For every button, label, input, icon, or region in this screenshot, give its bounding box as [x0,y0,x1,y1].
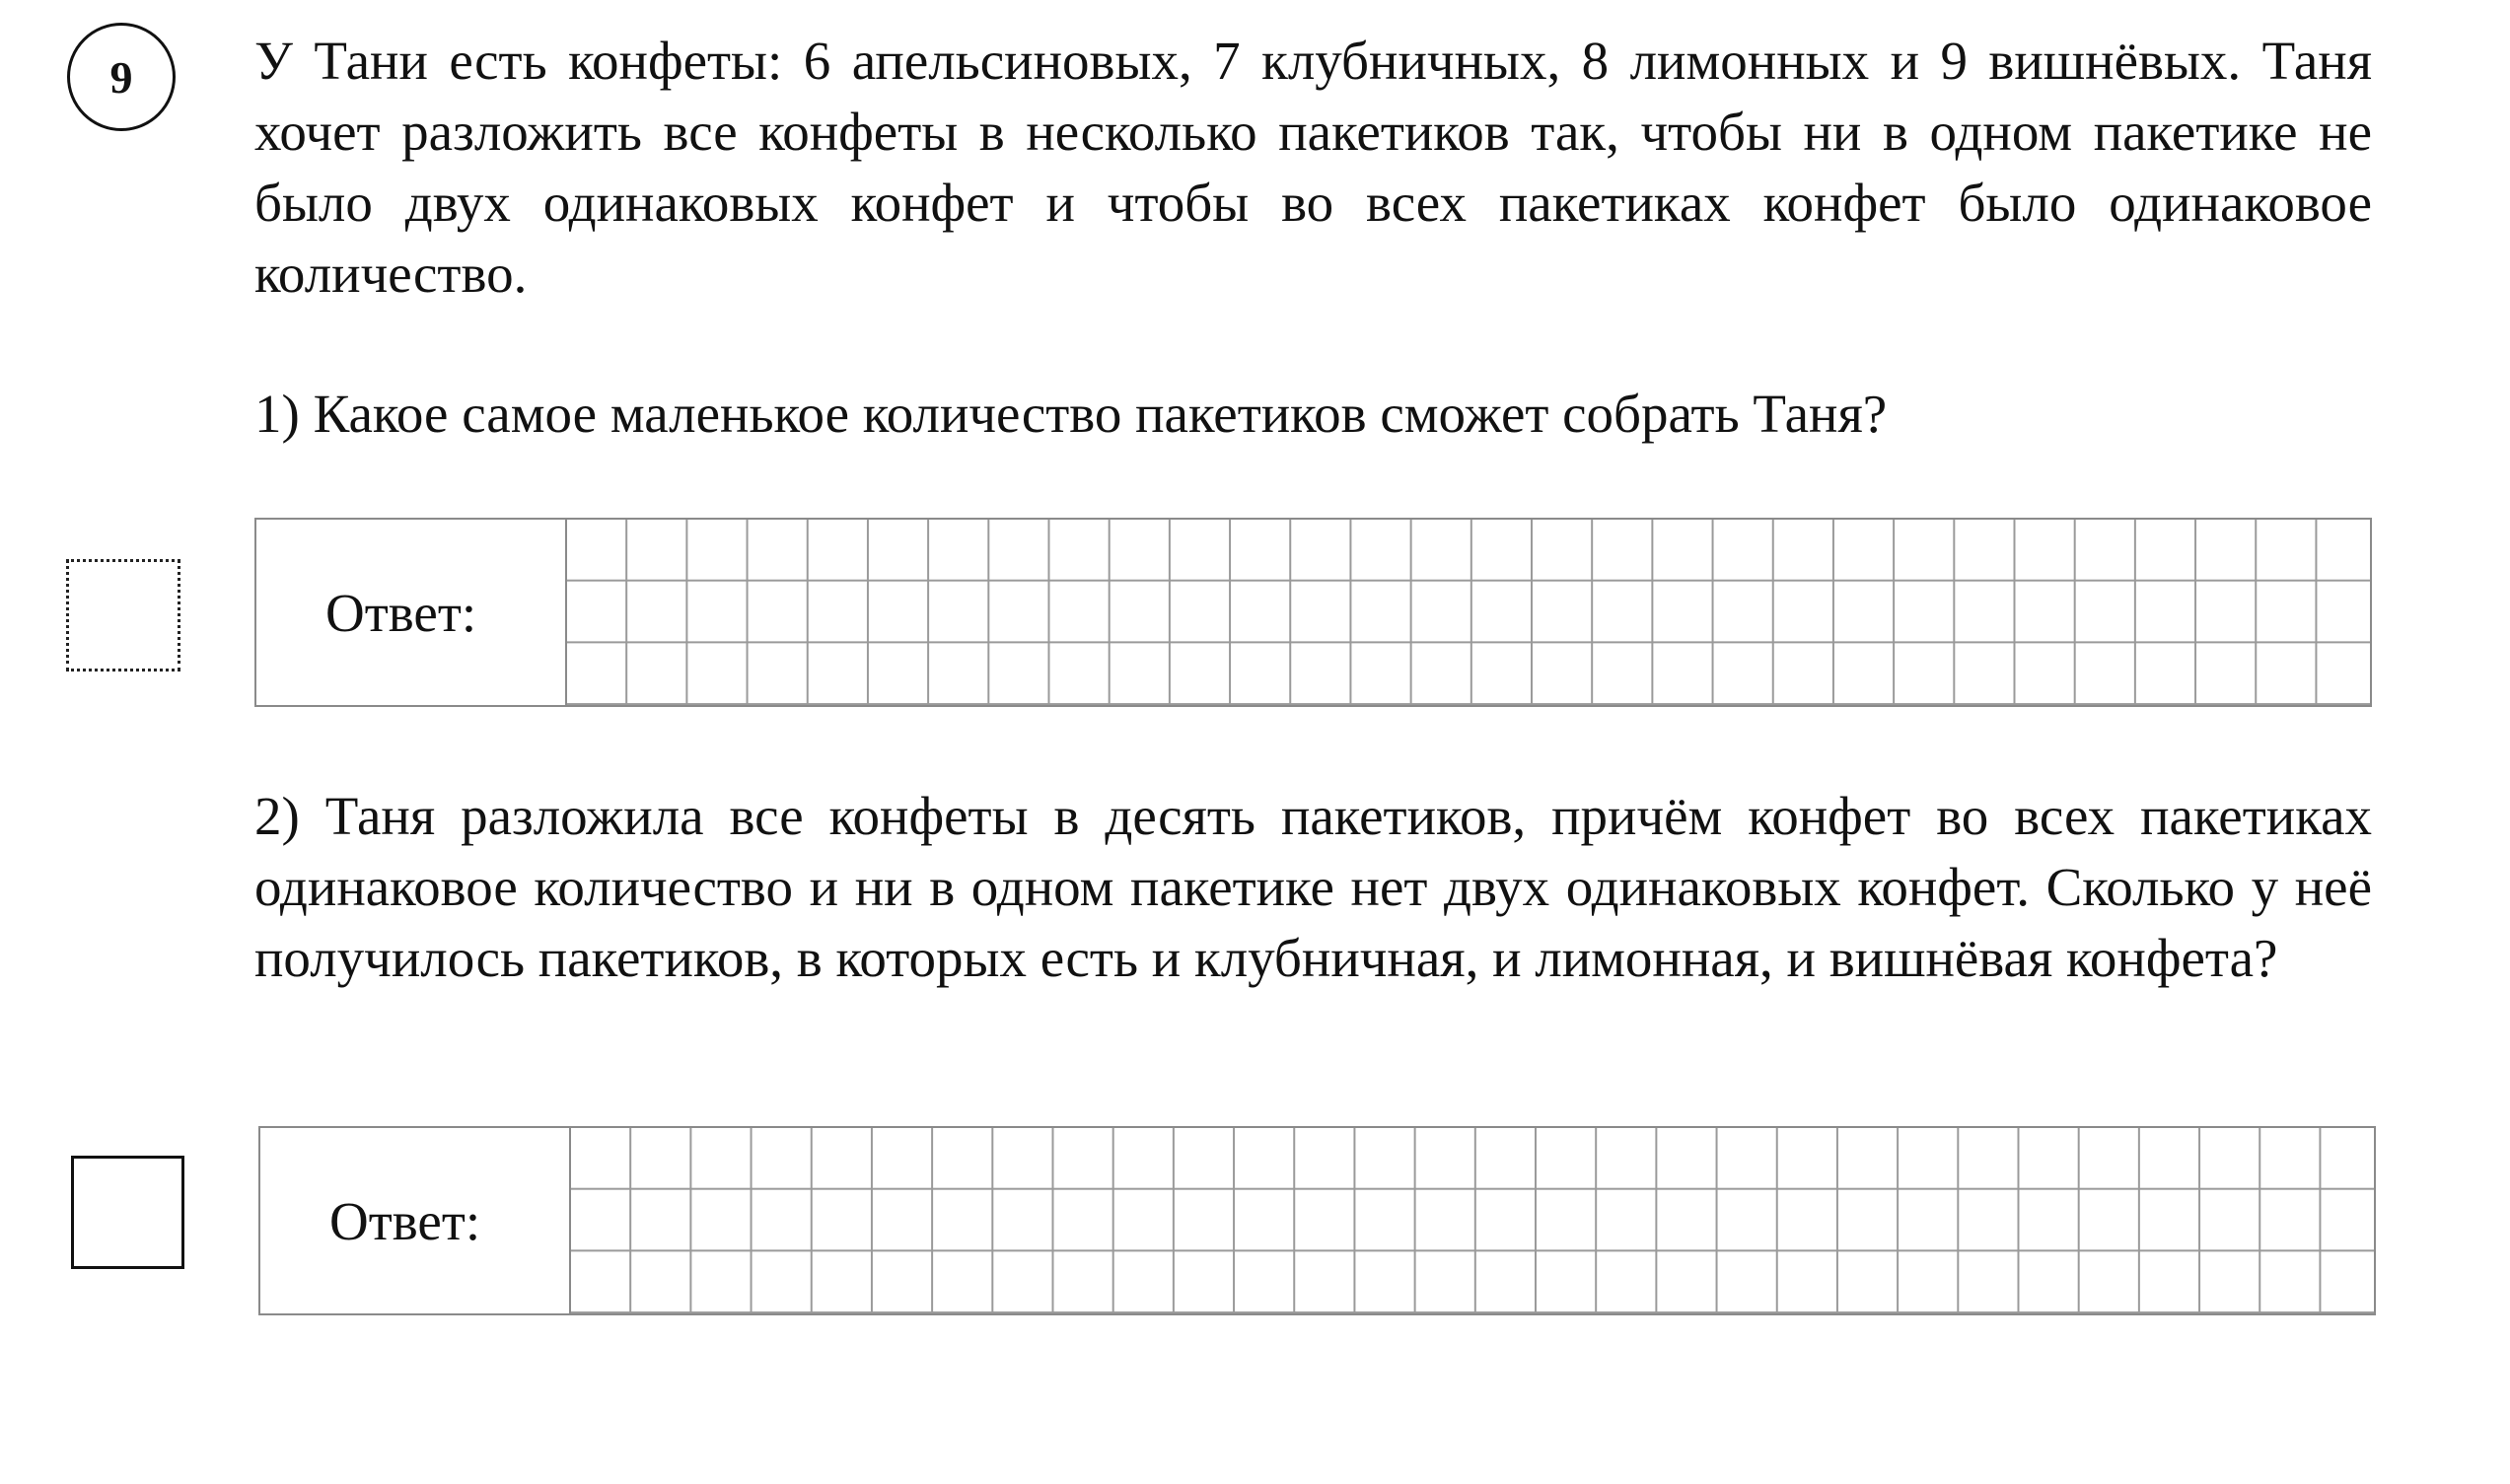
answer-grid-1[interactable] [567,520,2370,705]
answer-label-2: Ответ: [260,1128,571,1313]
question-1-text: 1) Какое самое маленькое количество пакетиков сможет собрать Таня? [254,384,1888,444]
answer-label-1: Ответ: [256,520,567,705]
question-2-text: 2) Таня разложила все конфеты в десять пакетиков, причём конфет во всех пакетиках одинаковое количество и ни в одном пакетике нет двух одинаковых конфет. Сколько у неё получилось пакетиков, в которых есть и клубничная, и лимонная, и вишнёвая конфета? [254,786,2372,988]
answer-grid-2[interactable] [571,1128,2374,1313]
answer-field-1[interactable] [254,518,2372,707]
score-box-1 [66,559,180,671]
task-intro-text: У Тани есть конфеты: 6 апельсиновых, 7 клубничных, 8 лимонных и 9 вишнёвых. Таня хочет разложить все конфеты в несколько пакетиков так, чтобы ни в одном пакетике не было двух одинаковых конфет и чтобы во всех пакетиках конфет было одинаковое количество. [254,31,2372,304]
score-box-2 [71,1156,184,1269]
task-number-badge [67,23,176,131]
answer-field-2[interactable] [258,1126,2376,1315]
task-number: 9 [109,51,133,103]
